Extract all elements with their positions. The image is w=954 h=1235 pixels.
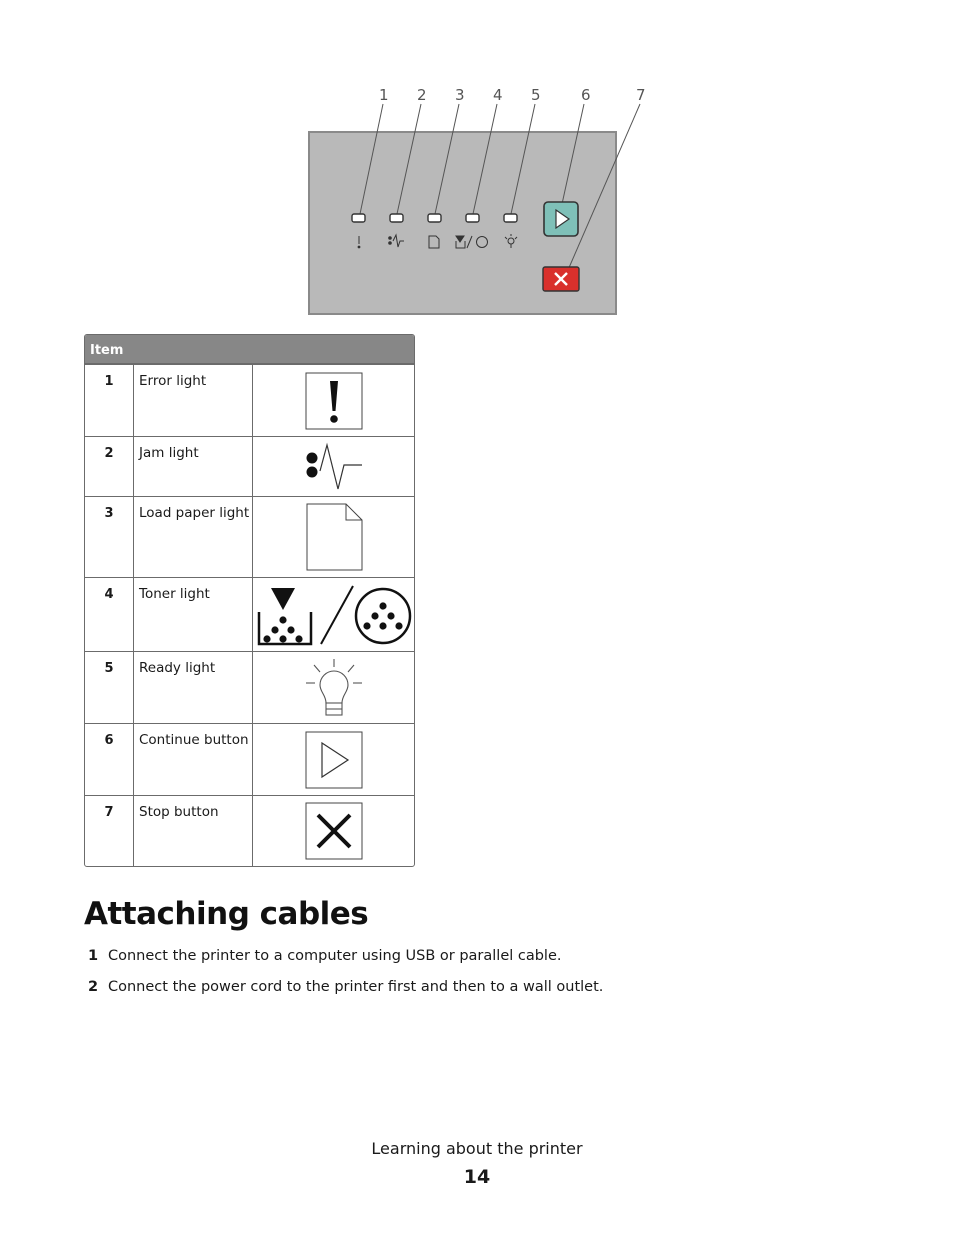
step-number: 1 (88, 948, 99, 964)
callout-5: 5 (531, 86, 541, 104)
table-row-jam-light (85, 436, 414, 496)
error-icon (304, 371, 364, 431)
table-row-toner-light (85, 577, 414, 651)
stop-x-icon (304, 801, 364, 861)
item-number: 1 (85, 365, 134, 436)
table-row-ready-light (85, 651, 414, 723)
item-number: 3 (85, 497, 134, 577)
panel-stop-button (543, 267, 579, 291)
callout-4: 4 (493, 86, 503, 104)
step-number: 2 (88, 979, 99, 995)
item-name: Ready light (134, 652, 253, 723)
item-name: Stop button (134, 796, 253, 866)
jam-icon (304, 441, 364, 493)
list-item (88, 948, 603, 979)
table-row-stop-button (85, 795, 414, 866)
item-number: 4 (85, 578, 134, 651)
steps-list (88, 948, 603, 1010)
item-table (84, 334, 415, 867)
footer-chapter-title: Learning about the printer (371, 1139, 583, 1158)
callout-3: 3 (455, 86, 465, 104)
panel-continue-button (544, 202, 578, 236)
table-row-error-light (85, 364, 414, 436)
step-text: Connect the power cord to the printer first and then to a wall outlet. (108, 979, 604, 995)
toner-icon (255, 582, 413, 648)
load-paper-icon (304, 502, 364, 572)
section-title: Attaching cables (84, 896, 369, 932)
table-row-load-paper-light (85, 496, 414, 577)
item-number: 5 (85, 652, 134, 723)
led-load-paper (428, 214, 441, 222)
callout-6: 6 (581, 86, 591, 104)
callout-1: 1 (379, 86, 389, 104)
led-toner (466, 214, 479, 222)
list-item (88, 979, 603, 1010)
table-row-continue-button (85, 723, 414, 795)
item-name: Toner light (134, 578, 253, 651)
callout-7: 7 (636, 86, 646, 104)
page-number: 14 (463, 1166, 491, 1188)
item-table-header: Item (85, 335, 414, 364)
ready-bulb-icon (304, 657, 364, 719)
step-text: Connect the printer to a computer using USB or parallel cable. (108, 948, 562, 964)
led-ready (504, 214, 517, 222)
led-error (352, 214, 365, 222)
item-name: Error light (134, 365, 253, 436)
item-number: 6 (85, 724, 134, 795)
item-number: 2 (85, 437, 134, 496)
continue-play-icon (304, 730, 364, 790)
control-panel-figure (300, 84, 660, 320)
item-name: Load paper light (134, 497, 253, 577)
control-panel-illustration (300, 84, 660, 320)
item-name: Jam light (134, 437, 253, 496)
led-jam (390, 214, 403, 222)
item-name: Continue button (134, 724, 253, 795)
callout-2: 2 (417, 86, 427, 104)
item-number: 7 (85, 796, 134, 866)
